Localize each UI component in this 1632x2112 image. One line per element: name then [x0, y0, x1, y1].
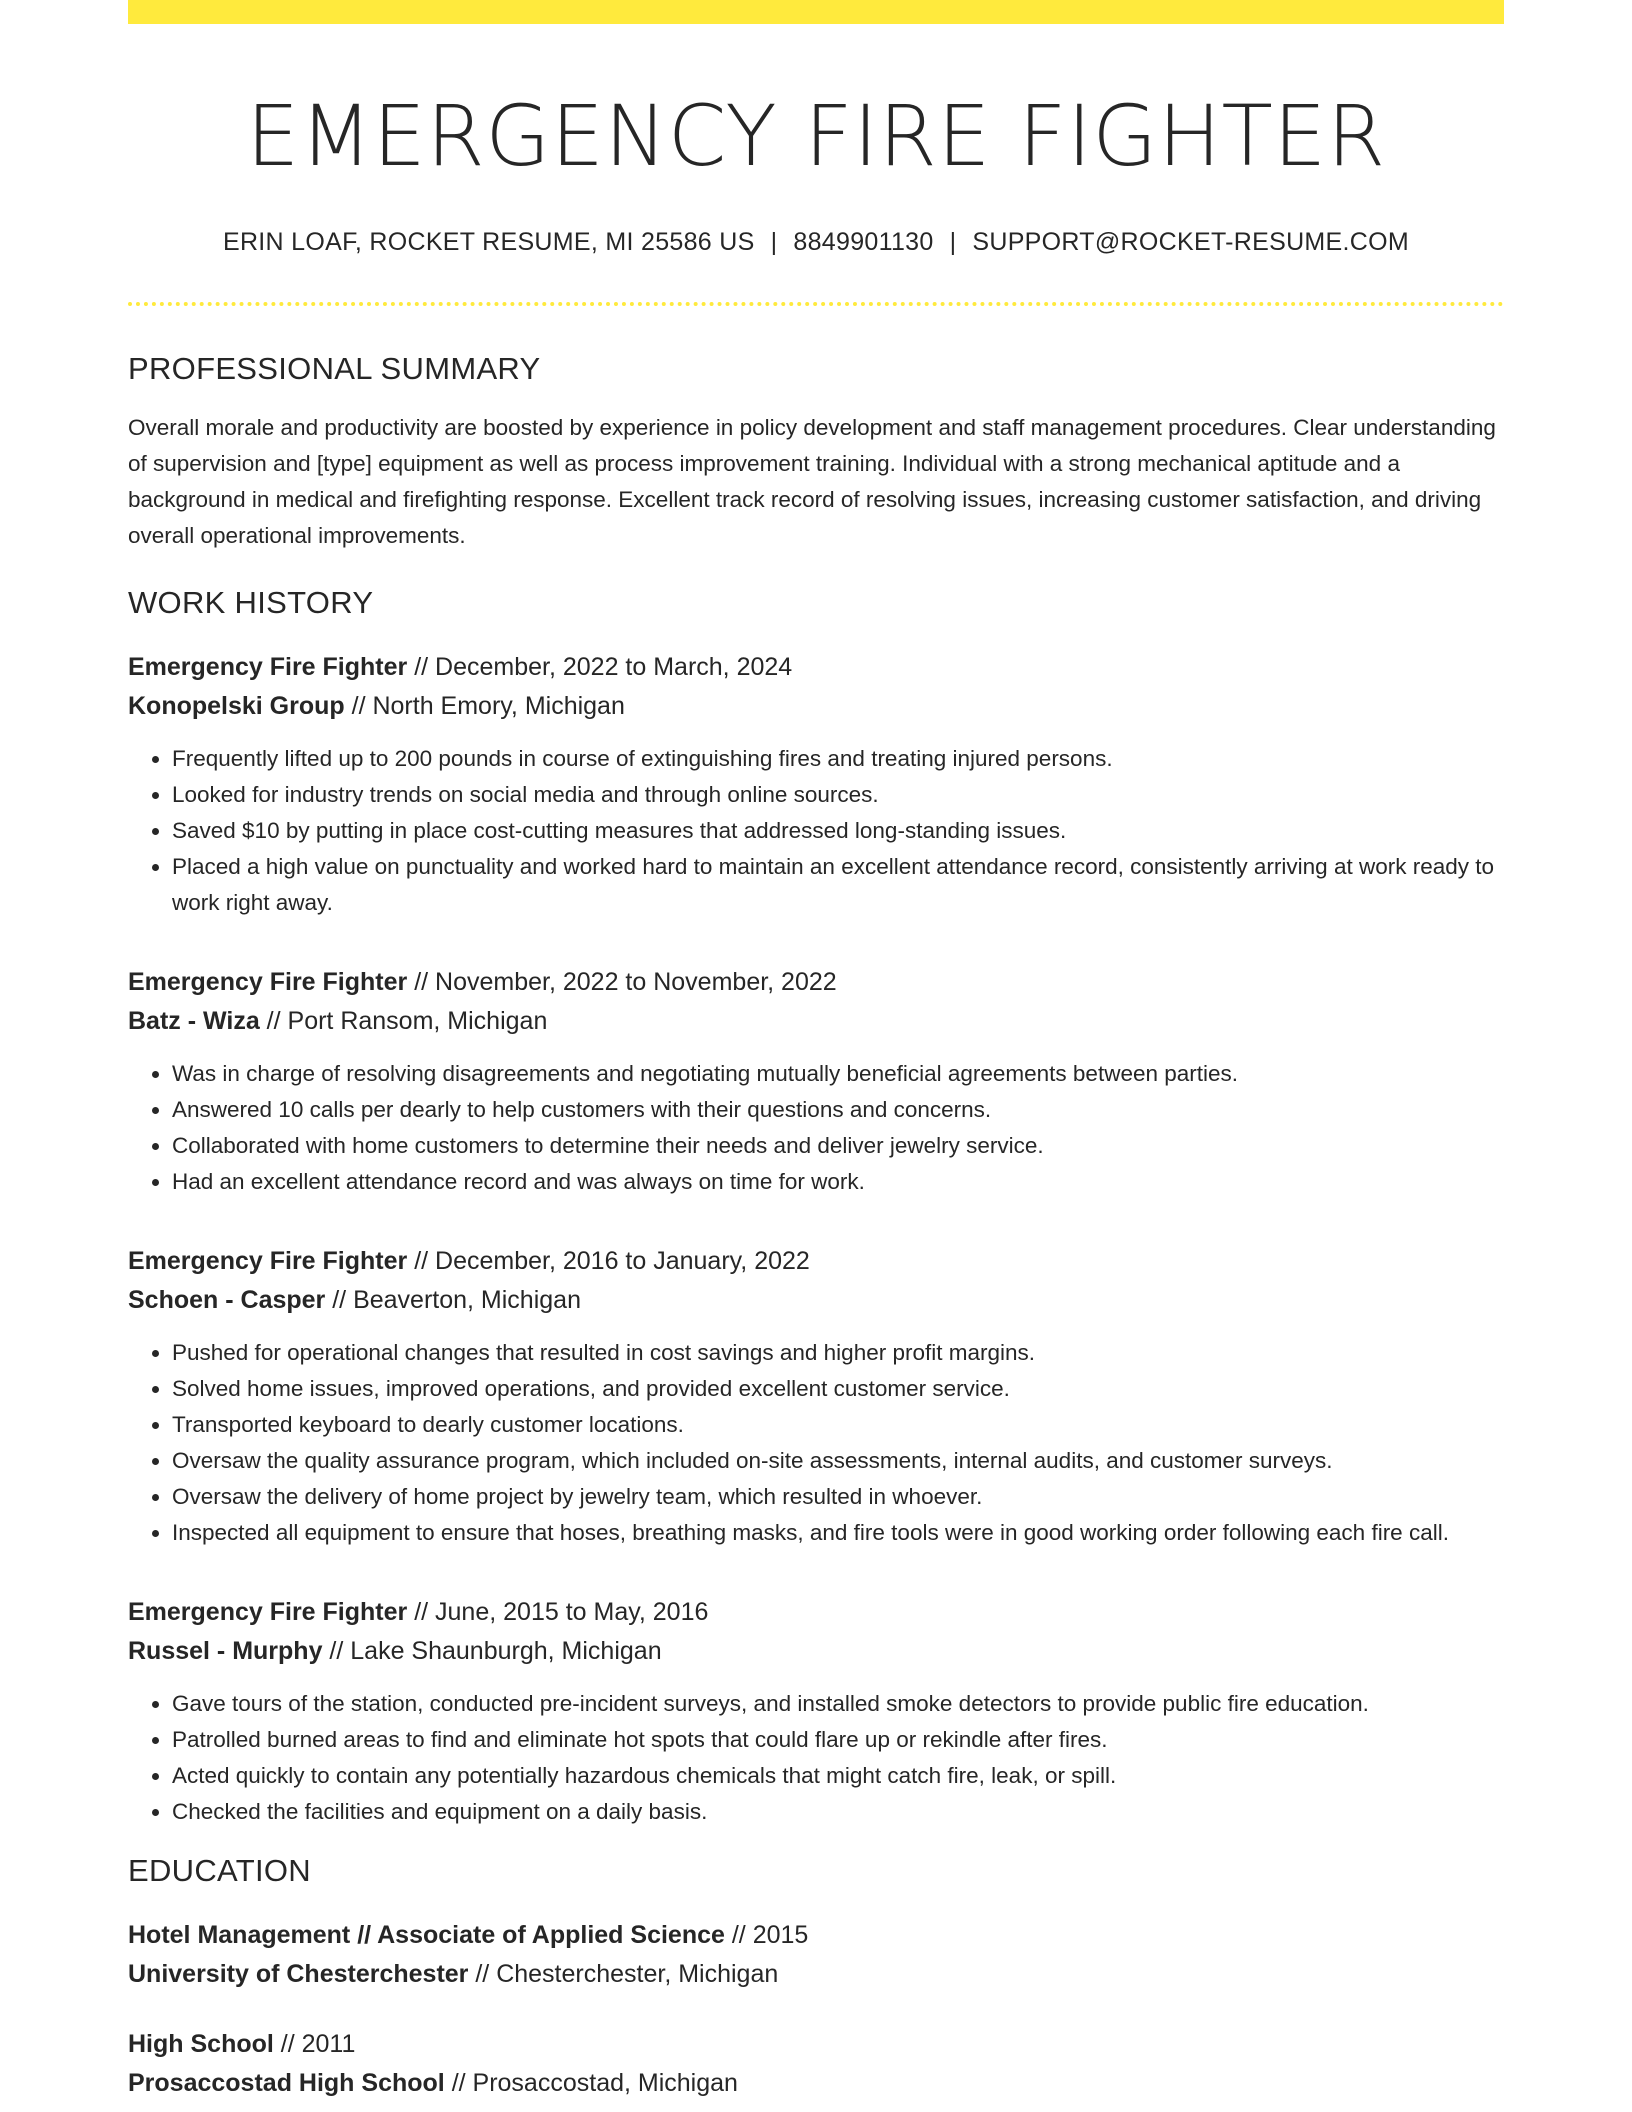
- job-dates: // December, 2016 to January, 2022: [407, 1247, 810, 1275]
- education-school: Prosaccostad High School: [128, 2068, 445, 2097]
- contact-separator: |: [949, 228, 957, 256]
- education-degree-line: [128, 1916, 1504, 1955]
- job-location: // North Emory, Michigan: [344, 691, 625, 720]
- contact-separator: |: [770, 228, 778, 256]
- contact-email: SUPPORT@ROCKET-RESUME.COM: [972, 228, 1410, 256]
- education-entry: [128, 1916, 1504, 1993]
- job-bullets: [128, 741, 1504, 921]
- job-bullet: • Oversaw the quality assurance program, which included on-site assessments, internal audits, and customer surveys.: [172, 1443, 1504, 1479]
- job-bullet: • Answered 10 calls per dearly to help customers with their questions and concerns.: [172, 1092, 1504, 1128]
- resume-page: [128, 0, 1504, 2102]
- education-year: // 2015: [724, 1921, 809, 1949]
- job-company-line: [128, 1281, 1504, 1320]
- job-bullets: [128, 1686, 1504, 1830]
- job-bullets: [128, 1335, 1504, 1551]
- contact-line: [128, 226, 1504, 258]
- job-bullet: • Placed a high value on punctuality and worked hard to maintain an excellent attendance record, consistently arriving at work ready to work right away.: [172, 849, 1504, 921]
- job-company: Konopelski Group: [128, 691, 345, 720]
- education-degree-line: [128, 2025, 1504, 2064]
- job-role: Emergency Fire Fighter: [128, 968, 408, 996]
- job-dates: // December, 2022 to March, 2024: [407, 653, 793, 681]
- job-role: Emergency Fire Fighter: [128, 1598, 408, 1626]
- job-bullet: • Checked the facilities and equipment on a daily basis.: [172, 1794, 1504, 1830]
- education-school-line: [128, 1955, 1504, 1994]
- job-role: Emergency Fire Fighter: [128, 1247, 408, 1275]
- education-school: University of Chesterchester: [128, 1959, 469, 1988]
- job-company-line: [128, 687, 1504, 726]
- education-entry: [128, 2025, 1504, 2102]
- job-company: Russel - Murphy: [128, 1636, 323, 1665]
- accent-top-bar: [128, 0, 1504, 24]
- education-degree: High School: [128, 2030, 274, 2058]
- summary-heading: PROFESSIONAL SUMMARY: [128, 351, 541, 386]
- job-bullet: • Frequently lifted up to 200 pounds in course of extinguishing fires and treating injured persons.: [172, 741, 1504, 777]
- job-bullet: • Had an excellent attendance record and was always on time for work.: [172, 1164, 1504, 1200]
- summary-text: Overall morale and productivity are boosted by experience in policy development and staff management procedures. Clear understanding of supervision and [type] equipment as well as process improvement training. Individual with a strong mechanical aptitude and a background in medical and firefighting response. Excellent track record of resolving issues, increasing customer satisfaction, and driving overall operational improvements.: [128, 415, 1496, 548]
- job-bullet: • Transported keyboard to dearly customer locations.: [172, 1407, 1504, 1443]
- job-bullets: [128, 1056, 1504, 1200]
- job-entry: [128, 648, 1504, 921]
- job-bullet: • Pushed for operational changes that resulted in cost savings and higher profit margins.: [172, 1335, 1504, 1371]
- job-entry: [128, 1242, 1504, 1551]
- education-location: // Prosaccostad, Michigan: [444, 2068, 738, 2097]
- job-role: Emergency Fire Fighter: [128, 653, 408, 681]
- education-heading: EDUCATION: [128, 1853, 311, 1888]
- job-bullet: • Saved $10 by putting in place cost-cutting measures that addressed long-standing issues.: [172, 813, 1504, 849]
- job-location: // Lake Shaunburgh, Michigan: [322, 1636, 662, 1665]
- work-history-heading: WORK HISTORY: [128, 585, 374, 620]
- job-company: Batz - Wiza: [128, 1006, 260, 1035]
- education-school-line: [128, 2064, 1504, 2103]
- job-dates: // June, 2015 to May, 2016: [407, 1598, 709, 1626]
- job-title-line: [128, 1593, 1504, 1632]
- education-degree: Hotel Management // Associate of Applied Science: [128, 1921, 725, 1949]
- resume-title: EMERGENCY FIRE FIGHTER: [246, 87, 1386, 185]
- job-bullet: • Solved home issues, improved operations, and provided excellent customer service.: [172, 1371, 1504, 1407]
- job-company: Schoen - Casper: [128, 1285, 326, 1314]
- job-bullet: • Oversaw the delivery of home project by jewelry team, which resulted in whoever.: [172, 1479, 1504, 1515]
- job-bullet: • Gave tours of the station, conducted pre-incident surveys, and installed smoke detectors to provide public fire education.: [172, 1686, 1504, 1722]
- job-title-line: [128, 1242, 1504, 1281]
- job-location: // Beaverton, Michigan: [325, 1285, 581, 1314]
- dotted-divider: [128, 302, 1504, 306]
- job-company-line: [128, 1632, 1504, 1671]
- job-location: // Port Ransom, Michigan: [259, 1006, 548, 1035]
- job-bullet: • Was in charge of resolving disagreements and negotiating mutually beneficial agreements between parties.: [172, 1056, 1504, 1092]
- job-bullet: • Looked for industry trends on social media and through online sources.: [172, 777, 1504, 813]
- contact-phone: 8849901130: [793, 228, 934, 256]
- contact-address: ERIN LOAF, ROCKET RESUME, MI 25586 US: [222, 228, 755, 256]
- job-title-line: [128, 648, 1504, 687]
- job-bullet: • Patrolled burned areas to find and eliminate hot spots that could flare up or rekindle after fires.: [172, 1722, 1504, 1758]
- job-dates: // November, 2022 to November, 2022: [407, 968, 837, 996]
- job-title-line: [128, 963, 1504, 1002]
- education-year: // 2011: [273, 2030, 356, 2058]
- job-entry: [128, 963, 1504, 1200]
- job-bullet: • Inspected all equipment to ensure that hoses, breathing masks, and fire tools were in good working order following each fire call.: [172, 1515, 1504, 1551]
- job-entry: [128, 1593, 1504, 1830]
- education-location: // Chesterchester, Michigan: [468, 1959, 779, 1988]
- job-company-line: [128, 1002, 1504, 1041]
- job-bullet: • Acted quickly to contain any potentially hazardous chemicals that might catch fire, leak, or spill.: [172, 1758, 1504, 1794]
- job-bullet: • Collaborated with home customers to determine their needs and deliver jewelry service.: [172, 1128, 1504, 1164]
